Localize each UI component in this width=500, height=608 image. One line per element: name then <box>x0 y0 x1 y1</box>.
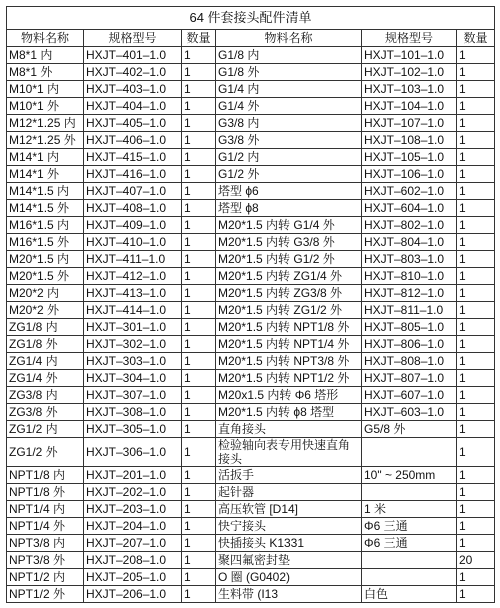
cell-item-name-left: NPT1/4 外 <box>7 518 84 535</box>
table-row <box>7 421 495 438</box>
cell-item-name-left: NPT1/8 内 <box>7 467 84 484</box>
cell-item-name-right: G1/2 外 <box>216 166 362 183</box>
cell-model-left: HXJT–306–1.0 <box>84 438 182 467</box>
table-row <box>7 484 495 501</box>
cell-item-name-left: M8*1 外 <box>7 64 84 81</box>
cell-item-name-left: M20*1.5 外 <box>7 268 84 285</box>
cell-qty-right: 1 <box>457 387 495 404</box>
cell-model-right: HXJT–108–1.0 <box>362 132 457 149</box>
cell-model-right: HXJT–101–1.0 <box>362 47 457 64</box>
table-row <box>7 217 495 234</box>
cell-qty-left: 1 <box>182 518 216 535</box>
cell-model-left: HXJT–203–1.0 <box>84 501 182 518</box>
cell-model-right: HXJT–804–1.0 <box>362 234 457 251</box>
cell-qty-left: 1 <box>182 467 216 484</box>
cell-item-name-left: ZG1/8 外 <box>7 336 84 353</box>
cell-item-name-right: O 圈 (G0402) <box>216 569 362 586</box>
cell-qty-right: 1 <box>457 268 495 285</box>
cell-item-name-left: M20*2 外 <box>7 302 84 319</box>
cell-item-name-left: NPT1/8 外 <box>7 484 84 501</box>
cell-item-name-right: 快宁接头 <box>216 518 362 535</box>
cell-qty-right: 1 <box>457 319 495 336</box>
cell-item-name-left: ZG1/8 内 <box>7 319 84 336</box>
cell-item-name-left: NPT1/2 内 <box>7 569 84 586</box>
cell-qty-left: 1 <box>182 319 216 336</box>
header-row <box>7 30 495 47</box>
cell-model-left: HXJT–414–1.0 <box>84 302 182 319</box>
cell-qty-left: 1 <box>182 268 216 285</box>
cell-item-name-right: M20*1.5 内转 ZG1/2 外 <box>216 302 362 319</box>
header-cell-model-right: 规格型号 <box>362 30 457 47</box>
cell-qty-right: 1 <box>457 518 495 535</box>
cell-model-right: 1 米 <box>362 501 457 518</box>
cell-model-right: HXJT–102–1.0 <box>362 64 457 81</box>
cell-qty-right: 1 <box>457 200 495 217</box>
cell-item-name-left: ZG1/2 外 <box>7 438 84 467</box>
cell-qty-right: 1 <box>457 64 495 81</box>
cell-item-name-right: G1/4 内 <box>216 81 362 98</box>
cell-item-name-right: M20*1.5 内转 G1/2 外 <box>216 251 362 268</box>
cell-qty-left: 1 <box>182 438 216 467</box>
cell-item-name-left: ZG1/4 内 <box>7 353 84 370</box>
cell-qty-left: 1 <box>182 404 216 421</box>
cell-qty-right: 1 <box>457 132 495 149</box>
cell-item-name-left: M10*1 外 <box>7 98 84 115</box>
cell-item-name-right: M20*1.5 内转 G3/8 外 <box>216 234 362 251</box>
table-row <box>7 251 495 268</box>
cell-model-right <box>362 484 457 501</box>
cell-model-left: HXJT–304–1.0 <box>84 370 182 387</box>
table-row <box>7 98 495 115</box>
cell-item-name-right: 生料带 (I13 <box>216 586 362 603</box>
parts-list-table <box>6 6 495 603</box>
cell-qty-left: 1 <box>182 251 216 268</box>
cell-item-name-right: 检验轴向表专用快速直角接头 <box>216 438 362 467</box>
cell-model-left: HXJT–415–1.0 <box>84 149 182 166</box>
cell-model-right: HXJT–107–1.0 <box>362 115 457 132</box>
cell-model-right: HXJT–104–1.0 <box>362 98 457 115</box>
cell-item-name-left: M14*1 内 <box>7 149 84 166</box>
cell-item-name-right: G3/8 内 <box>216 115 362 132</box>
cell-qty-left: 1 <box>182 285 216 302</box>
cell-item-name-left: NPT1/2 外 <box>7 586 84 603</box>
cell-qty-left: 1 <box>182 217 216 234</box>
cell-qty-left: 1 <box>182 336 216 353</box>
cell-model-right: HXJT–810–1.0 <box>362 268 457 285</box>
cell-model-right <box>362 569 457 586</box>
cell-model-left: HXJT–405–1.0 <box>84 115 182 132</box>
table-row <box>7 200 495 217</box>
cell-model-left: HXJT–201–1.0 <box>84 467 182 484</box>
cell-item-name-left: M12*1.25 外 <box>7 132 84 149</box>
table-row <box>7 268 495 285</box>
table-row <box>7 586 495 603</box>
cell-qty-left: 1 <box>182 370 216 387</box>
table-row <box>7 387 495 404</box>
cell-qty-left: 1 <box>182 484 216 501</box>
table-row <box>7 183 495 200</box>
cell-model-left: HXJT–409–1.0 <box>84 217 182 234</box>
cell-qty-left: 1 <box>182 132 216 149</box>
cell-qty-right: 1 <box>457 484 495 501</box>
cell-model-right: HXJT–103–1.0 <box>362 81 457 98</box>
cell-qty-right: 1 <box>457 115 495 132</box>
cell-model-right: Φ6 三通 <box>362 535 457 552</box>
cell-qty-right: 1 <box>457 251 495 268</box>
cell-item-name-right: 聚四氟密封垫 <box>216 552 362 569</box>
cell-qty-right: 1 <box>457 302 495 319</box>
cell-model-left: HXJT–204–1.0 <box>84 518 182 535</box>
cell-qty-right: 1 <box>457 81 495 98</box>
cell-model-left: HXJT–416–1.0 <box>84 166 182 183</box>
cell-item-name-right: M20*1.5 内转 NPT1/2 外 <box>216 370 362 387</box>
cell-item-name-right: 塔型 ϕ8 <box>216 200 362 217</box>
table-row <box>7 501 495 518</box>
cell-qty-right: 1 <box>457 467 495 484</box>
cell-qty-right: 1 <box>457 535 495 552</box>
cell-model-right: HXJT–805–1.0 <box>362 319 457 336</box>
cell-item-name-left: M14*1.5 内 <box>7 183 84 200</box>
cell-qty-right: 1 <box>457 569 495 586</box>
cell-qty-left: 1 <box>182 98 216 115</box>
table-row <box>7 535 495 552</box>
cell-model-left: HXJT–411–1.0 <box>84 251 182 268</box>
cell-model-right: HXJT–803–1.0 <box>362 251 457 268</box>
cell-qty-right: 1 <box>457 98 495 115</box>
table-row <box>7 234 495 251</box>
cell-qty-right: 1 <box>457 438 495 467</box>
table-row <box>7 166 495 183</box>
cell-qty-right: 1 <box>457 285 495 302</box>
cell-item-name-right: M20*1.5 内转 ZG1/4 外 <box>216 268 362 285</box>
cell-item-name-left: ZG1/4 外 <box>7 370 84 387</box>
table-row <box>7 569 495 586</box>
table-row <box>7 115 495 132</box>
table-row <box>7 149 495 166</box>
cell-item-name-right: M20*1.5 内转 NPT1/4 外 <box>216 336 362 353</box>
cell-qty-left: 1 <box>182 234 216 251</box>
cell-model-right: HXJT–602–1.0 <box>362 183 457 200</box>
cell-item-name-right: 直角接头 <box>216 421 362 438</box>
header-cell-name-left: 物料名称 <box>7 30 84 47</box>
cell-qty-left: 1 <box>182 81 216 98</box>
cell-item-name-right: G1/8 外 <box>216 64 362 81</box>
cell-item-name-left: M16*1.5 内 <box>7 217 84 234</box>
table-row <box>7 336 495 353</box>
cell-qty-left: 1 <box>182 149 216 166</box>
cell-item-name-left: NPT1/4 内 <box>7 501 84 518</box>
cell-item-name-right: 快插接头 K1331 <box>216 535 362 552</box>
cell-item-name-left: M16*1.5 外 <box>7 234 84 251</box>
cell-qty-right: 1 <box>457 370 495 387</box>
cell-model-left: HXJT–412–1.0 <box>84 268 182 285</box>
table-row <box>7 81 495 98</box>
header-cell-model-left: 规格型号 <box>84 30 182 47</box>
cell-qty-right: 1 <box>457 47 495 64</box>
cell-item-name-left: ZG1/2 内 <box>7 421 84 438</box>
cell-model-left: HXJT–206–1.0 <box>84 586 182 603</box>
cell-qty-left: 1 <box>182 200 216 217</box>
cell-model-left: HXJT–401–1.0 <box>84 47 182 64</box>
cell-qty-left: 1 <box>182 552 216 569</box>
cell-model-right <box>362 552 457 569</box>
cell-model-left: HXJT–402–1.0 <box>84 64 182 81</box>
cell-model-right: Φ6 三通 <box>362 518 457 535</box>
cell-qty-right: 1 <box>457 217 495 234</box>
cell-model-left: HXJT–410–1.0 <box>84 234 182 251</box>
cell-qty-right: 1 <box>457 149 495 166</box>
cell-item-name-left: ZG3/8 内 <box>7 387 84 404</box>
cell-item-name-left: M14*1 外 <box>7 166 84 183</box>
cell-qty-right: 1 <box>457 501 495 518</box>
cell-item-name-left: M14*1.5 外 <box>7 200 84 217</box>
cell-model-right: HXJT–105–1.0 <box>362 149 457 166</box>
table-row <box>7 302 495 319</box>
table-row <box>7 319 495 336</box>
table-row <box>7 467 495 484</box>
cell-item-name-left: M20*1.5 内 <box>7 251 84 268</box>
cell-model-left: HXJT–207–1.0 <box>84 535 182 552</box>
cell-qty-left: 1 <box>182 387 216 404</box>
cell-item-name-right: 起针器 <box>216 484 362 501</box>
cell-model-right: 白色 <box>362 586 457 603</box>
cell-qty-left: 1 <box>182 535 216 552</box>
cell-qty-left: 1 <box>182 586 216 603</box>
cell-model-right: HXJT–807–1.0 <box>362 370 457 387</box>
cell-item-name-left: M20*2 内 <box>7 285 84 302</box>
table-row <box>7 518 495 535</box>
cell-model-left: HXJT–202–1.0 <box>84 484 182 501</box>
header-cell-qty-right: 数量 <box>457 30 495 47</box>
cell-model-right: HXJT–607–1.0 <box>362 387 457 404</box>
table-row <box>7 353 495 370</box>
cell-item-name-right: G3/8 外 <box>216 132 362 149</box>
cell-model-left: HXJT–307–1.0 <box>84 387 182 404</box>
cell-model-right: HXJT–604–1.0 <box>362 200 457 217</box>
cell-item-name-right: G1/2 内 <box>216 149 362 166</box>
cell-item-name-left: M12*1.25 内 <box>7 115 84 132</box>
cell-qty-left: 1 <box>182 353 216 370</box>
cell-model-left: HXJT–403–1.0 <box>84 81 182 98</box>
cell-item-name-right: G1/4 外 <box>216 98 362 115</box>
table-row <box>7 438 495 467</box>
cell-qty-left: 1 <box>182 115 216 132</box>
cell-model-left: HXJT–407–1.0 <box>84 183 182 200</box>
cell-model-left: HXJT–205–1.0 <box>84 569 182 586</box>
table-row <box>7 285 495 302</box>
table-title: 64 件套接头配件清单 <box>7 7 495 30</box>
header-cell-qty-left: 数量 <box>182 30 216 47</box>
cell-item-name-right: M20*1.5 内转 ϕ8 塔型 <box>216 404 362 421</box>
cell-model-left: HXJT–303–1.0 <box>84 353 182 370</box>
cell-qty-right: 1 <box>457 234 495 251</box>
cell-qty-left: 1 <box>182 47 216 64</box>
cell-item-name-right: M20x1.5 内转 Φ6 塔形 <box>216 387 362 404</box>
cell-qty-left: 1 <box>182 569 216 586</box>
cell-model-right: G5/8 外 <box>362 421 457 438</box>
cell-item-name-left: NPT3/8 外 <box>7 552 84 569</box>
cell-qty-right: 1 <box>457 336 495 353</box>
cell-model-right: 10" ~ 250mm <box>362 467 457 484</box>
cell-model-left: HXJT–408–1.0 <box>84 200 182 217</box>
cell-model-left: HXJT–305–1.0 <box>84 421 182 438</box>
cell-item-name-left: M8*1 内 <box>7 47 84 64</box>
cell-qty-left: 1 <box>182 302 216 319</box>
cell-item-name-right: M20*1.5 内转 NPT3/8 外 <box>216 353 362 370</box>
cell-qty-right: 1 <box>457 353 495 370</box>
cell-qty-left: 1 <box>182 183 216 200</box>
cell-qty-right: 1 <box>457 404 495 421</box>
cell-item-name-right: G1/8 内 <box>216 47 362 64</box>
cell-model-right: HXJT–603–1.0 <box>362 404 457 421</box>
cell-model-left: HXJT–208–1.0 <box>84 552 182 569</box>
cell-model-left: HXJT–308–1.0 <box>84 404 182 421</box>
cell-model-left: HXJT–302–1.0 <box>84 336 182 353</box>
cell-model-left: HXJT–406–1.0 <box>84 132 182 149</box>
table-row <box>7 64 495 81</box>
table-row <box>7 132 495 149</box>
cell-model-right: HXJT–811–1.0 <box>362 302 457 319</box>
table-row <box>7 47 495 64</box>
cell-model-right: HXJT–806–1.0 <box>362 336 457 353</box>
cell-qty-left: 1 <box>182 421 216 438</box>
cell-item-name-right: M20*1.5 内转 NPT1/8 外 <box>216 319 362 336</box>
cell-qty-left: 1 <box>182 501 216 518</box>
document-sheet <box>6 6 494 603</box>
cell-qty-right: 1 <box>457 166 495 183</box>
cell-item-name-left: M10*1 内 <box>7 81 84 98</box>
table-row <box>7 370 495 387</box>
cell-qty-right: 1 <box>457 586 495 603</box>
cell-item-name-right: 活扳手 <box>216 467 362 484</box>
cell-item-name-right: M20*1.5 内转 G1/4 外 <box>216 217 362 234</box>
table-row <box>7 404 495 421</box>
cell-qty-left: 1 <box>182 166 216 183</box>
cell-item-name-right: 高压软管 [D14] <box>216 501 362 518</box>
cell-item-name-right: 塔型 ϕ6 <box>216 183 362 200</box>
title-row <box>7 7 495 30</box>
cell-model-left: HXJT–301–1.0 <box>84 319 182 336</box>
header-cell-name-right: 物料名称 <box>216 30 362 47</box>
cell-model-left: HXJT–413–1.0 <box>84 285 182 302</box>
cell-model-right: HXJT–812–1.0 <box>362 285 457 302</box>
cell-model-right: HXJT–106–1.0 <box>362 166 457 183</box>
cell-qty-right: 1 <box>457 421 495 438</box>
cell-model-right: HXJT–802–1.0 <box>362 217 457 234</box>
cell-qty-right: 1 <box>457 183 495 200</box>
cell-item-name-right: M20*1.5 内转 ZG3/8 外 <box>216 285 362 302</box>
cell-qty-right: 20 <box>457 552 495 569</box>
cell-model-right: HXJT–808–1.0 <box>362 353 457 370</box>
cell-qty-left: 1 <box>182 64 216 81</box>
cell-item-name-left: NPT3/8 内 <box>7 535 84 552</box>
table-row <box>7 552 495 569</box>
cell-model-left: HXJT–404–1.0 <box>84 98 182 115</box>
cell-model-right <box>362 438 457 467</box>
cell-item-name-left: ZG3/8 外 <box>7 404 84 421</box>
